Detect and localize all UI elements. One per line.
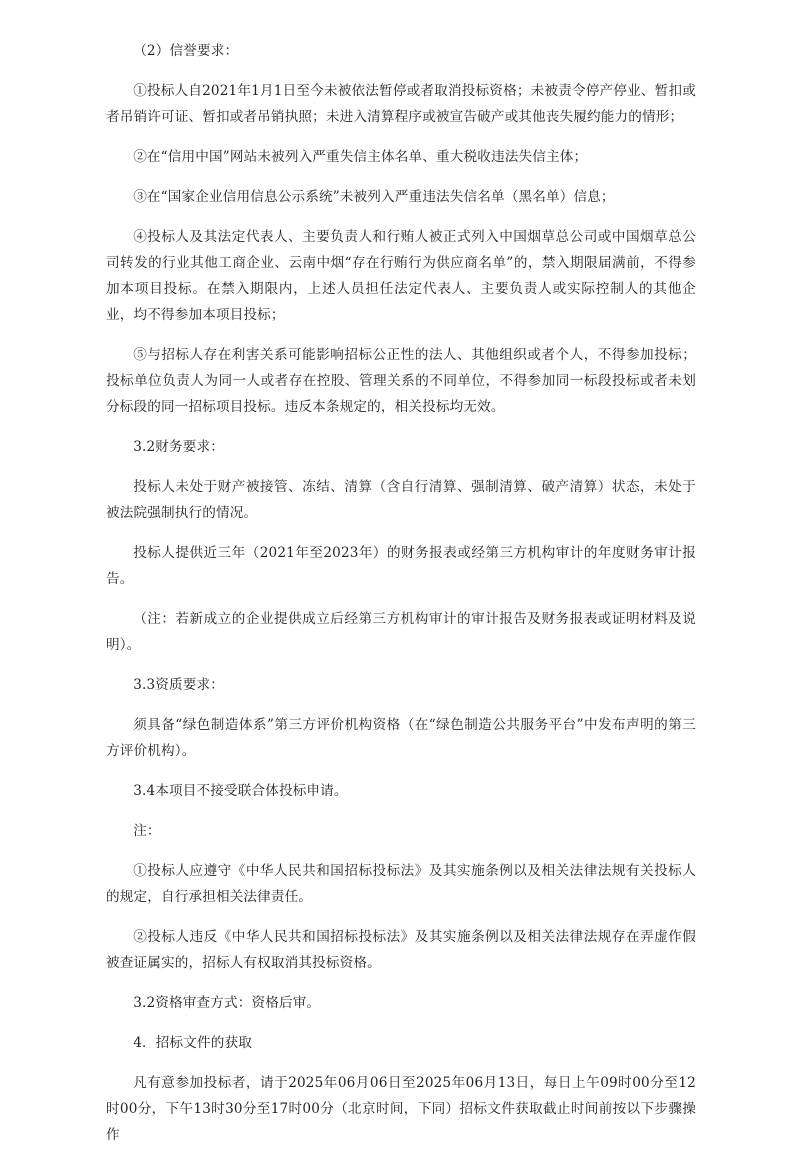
finance-note: （注：若新成立的企业提供成立后经第三方机构审计的审计报告及财务报表或证明材料及说明）。 bbox=[106, 611, 696, 653]
credit-requirements-heading: （2）信誉要求： bbox=[133, 43, 239, 59]
qualification-review-method: 3.2资格审查方式：资格后审。 bbox=[133, 995, 321, 1011]
document-body bbox=[106, 38, 696, 1160]
consortium-clause: 3.4本项目不接受联合体投标申请。 bbox=[133, 783, 348, 799]
finance-item-2: 投标人提供近三年（2021年至2023年）的财务报表或经第三方机构审计的年度财务审计报告。 bbox=[106, 545, 696, 587]
document-acquisition-text: 凡有意参加投标者，请于2025年06月06日至2025年06月13日，每日上午09时00分至12时00分，下午13时30分至17时00分（北京时间，下同）招标文件获取截止时间前按以下步骤操作 bbox=[106, 1075, 696, 1143]
credit-item-1: ①投标人自2021年1月1日至今未被依法暂停或者取消投标资格；未被责令停产停业、暂扣或者吊销许可证、暂扣或者吊销执照；未进入清算程序或被宣告破产或其他丧失履约能力的情形； bbox=[106, 83, 696, 125]
credit-item-5: ⑤与招标人存在利害关系可能影响招标公正性的法人、其他组织或者个人，不得参加投标；投标单位负责人为同一人或者存在控股、管理关系的不同单位，不得参加同一标段投标或者未划分标段的同一招标项目投标。违反本条规定的，相关投标均无效。 bbox=[106, 347, 696, 415]
credit-item-2: ②在“信用中国”网站未被列入严重失信主体名单、重大税收违法失信主体； bbox=[133, 149, 588, 165]
finance-item-1: 投标人未处于财产被接管、冻结、清算（含自行清算、强制清算、破产清算）状态，未处于被法院强制执行的情况。 bbox=[106, 479, 696, 521]
note-item-1: ①投标人应遵守《中华人民共和国招标投标法》及其实施条例以及相关法律法规有关投标人的规定，自行承担相关法律责任。 bbox=[106, 863, 696, 905]
section-4-heading: 4．招标文件的获取 bbox=[133, 1035, 252, 1051]
qualification-requirements-heading: 3.3资质要求： bbox=[133, 677, 224, 693]
qualification-item: 须具备“绿色制造体系”第三方评价机构资格（在“绿色制造公共服务平台”中发布声明的第三方评价机构）。 bbox=[106, 717, 696, 759]
finance-requirements-heading: 3.2财务要求： bbox=[133, 439, 224, 455]
note-label: 注： bbox=[133, 823, 161, 839]
credit-item-4: ④投标人及其法定代表人、主要负责人和行贿人被正式列入中国烟草总公司或中国烟草总公司转发的行业其他工商企业、云南中烟“存在行贿行为供应商名单”的，禁入期限届满前，不得参加本项目投标。在禁入期限内，上述人员担任法定代表人、主要负责人或实际控制人的其他企业，均不得参加本项目投标； bbox=[106, 229, 696, 323]
credit-item-3: ③在“国家企业信用信息公示系统”未被列入严重违法失信名单（黑名单）信息； bbox=[133, 189, 615, 205]
note-item-2: ②投标人违反《中华人民共和国招标投标法》及其实施条例以及相关法律法规存在弄虚作假被查证属实的，招标人有权取消其投标资格。 bbox=[106, 929, 696, 971]
